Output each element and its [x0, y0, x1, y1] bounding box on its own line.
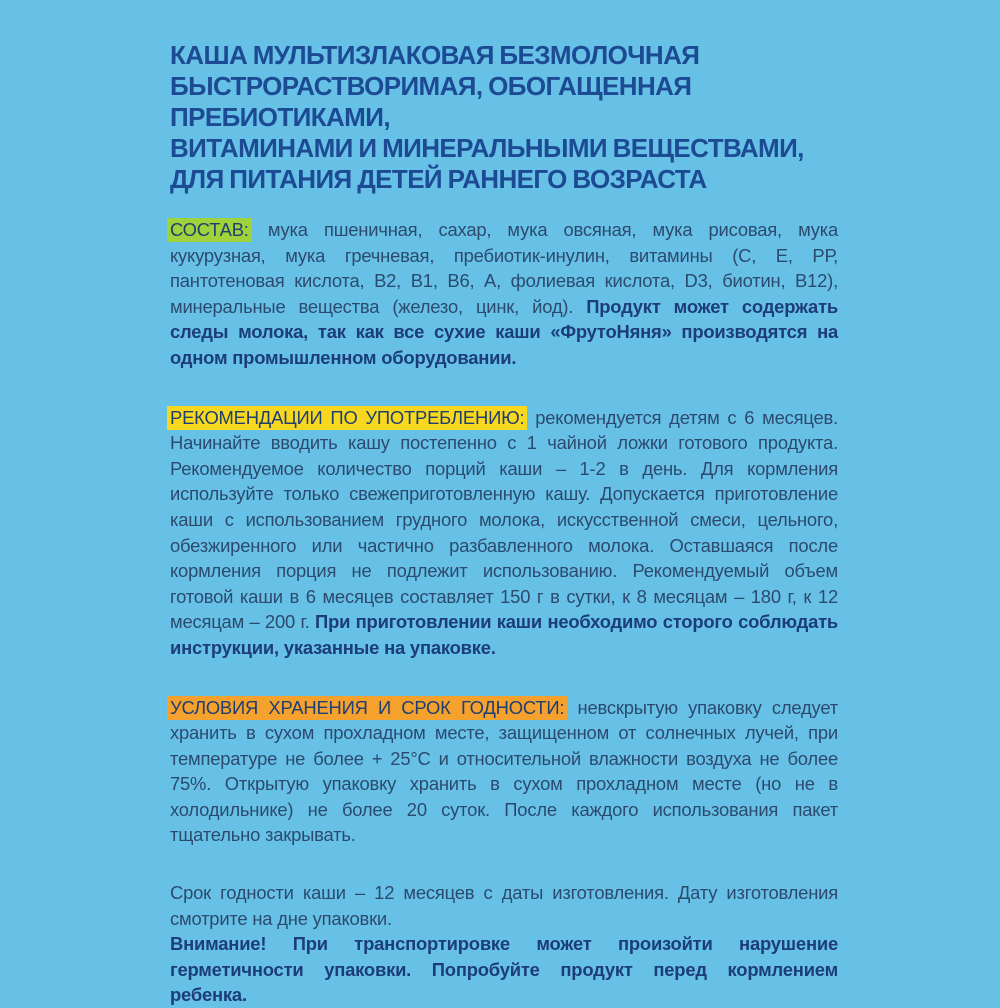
storage-label: УСЛОВИЯ ХРАНЕНИЯ И СРОК ГОДНОСТИ:: [167, 696, 567, 720]
storage-section: [170, 695, 838, 849]
composition-label: СОСТАВ:: [167, 218, 252, 242]
recommendations-section: [170, 405, 838, 661]
storage-text: невскрытую упаковку следует хранить в сухом прохладном месте, защищенном от солнечных лучей, при температуре не более + 25°С и относительной влажности воздуха не более 75%. Открытую упаковку хранить в сухом прохладном месте (но не в холодильнике) не более 20 суток. После каждого использования пакет тщательно закрывать.: [170, 696, 838, 846]
composition-section: [170, 217, 838, 371]
title-line-3: ВИТАМИНАМИ И МИНЕРАЛЬНЫМИ ВЕЩЕСТВАМИ,: [170, 133, 804, 163]
recommendations-text: рекомендуется детям с 6 месяцев. Начинайте вводить кашу постепенно с 1 чайной ложки готового продукта. Рекомендуемое количество порций каши – 1-2 в день. Для кормления используйте только свежеприготовленную кашу. Допускается приготовление каши с использованием грудного молока, искусственной смеси, цельного, обезжиренного или частично разбавленного молока. Оставшаяся после кормления порция не подлежит использованию. Рекомендуемый объем готовой каши в 6 месяцев составляет 150 г в сутки, к 8 месяцам – 180 г, к 12 месяцам – 200 г.: [170, 406, 839, 633]
title-line-2: БЫСТРОРАСТВОРИМАЯ, ОБОГАЩЕННАЯ ПРЕБИОТИКАМИ,: [170, 71, 692, 132]
title-line-4: ДЛЯ ПИТАНИЯ ДЕТЕЙ РАННЕГО ВОЗРАСТА: [170, 164, 707, 194]
recommendations-instruction-notice: При приготовлении каши необходимо сторого соблюдать инструкции, указанные на упаковке.: [170, 611, 839, 658]
product-info-panel: [170, 40, 838, 1008]
shelf-life-text: Срок годности каши – 12 месяцев с даты изготовления. Дату изготовления смотрите на дне упаковки.: [170, 882, 838, 929]
shelf-life-section: [170, 880, 838, 1008]
composition-text: мука пшеничная, сахар, мука овсяная, мука рисовая, мука кукурузная, мука гречневая, пребиотик-инулин, витамины (С, Е, РР, пантотеновая кислота, В2, В1, В6, А, фолиевая кислота, D3, биотин, В12), минеральные вещества (железо, цинк, йод).: [170, 219, 838, 317]
recommendations-label: РЕКОМЕНДАЦИИ ПО УПОТРЕБЛЕНИЮ:: [167, 406, 527, 430]
product-title: [170, 40, 838, 195]
transport-warning: Внимание! При транспортировке может произойти нарушение герметичности упаковки. Попробуйте продукт перед кормлением ребенка.: [170, 933, 838, 1006]
composition-milk-notice: Продукт может содержать следы молока, так как все сухие каши «ФрутоНяня» производятся на одном промышленном оборудовании.: [170, 295, 838, 368]
title-line-1: КАША МУЛЬТИЗЛАКОВАЯ БЕЗМОЛОЧНАЯ: [170, 40, 700, 70]
